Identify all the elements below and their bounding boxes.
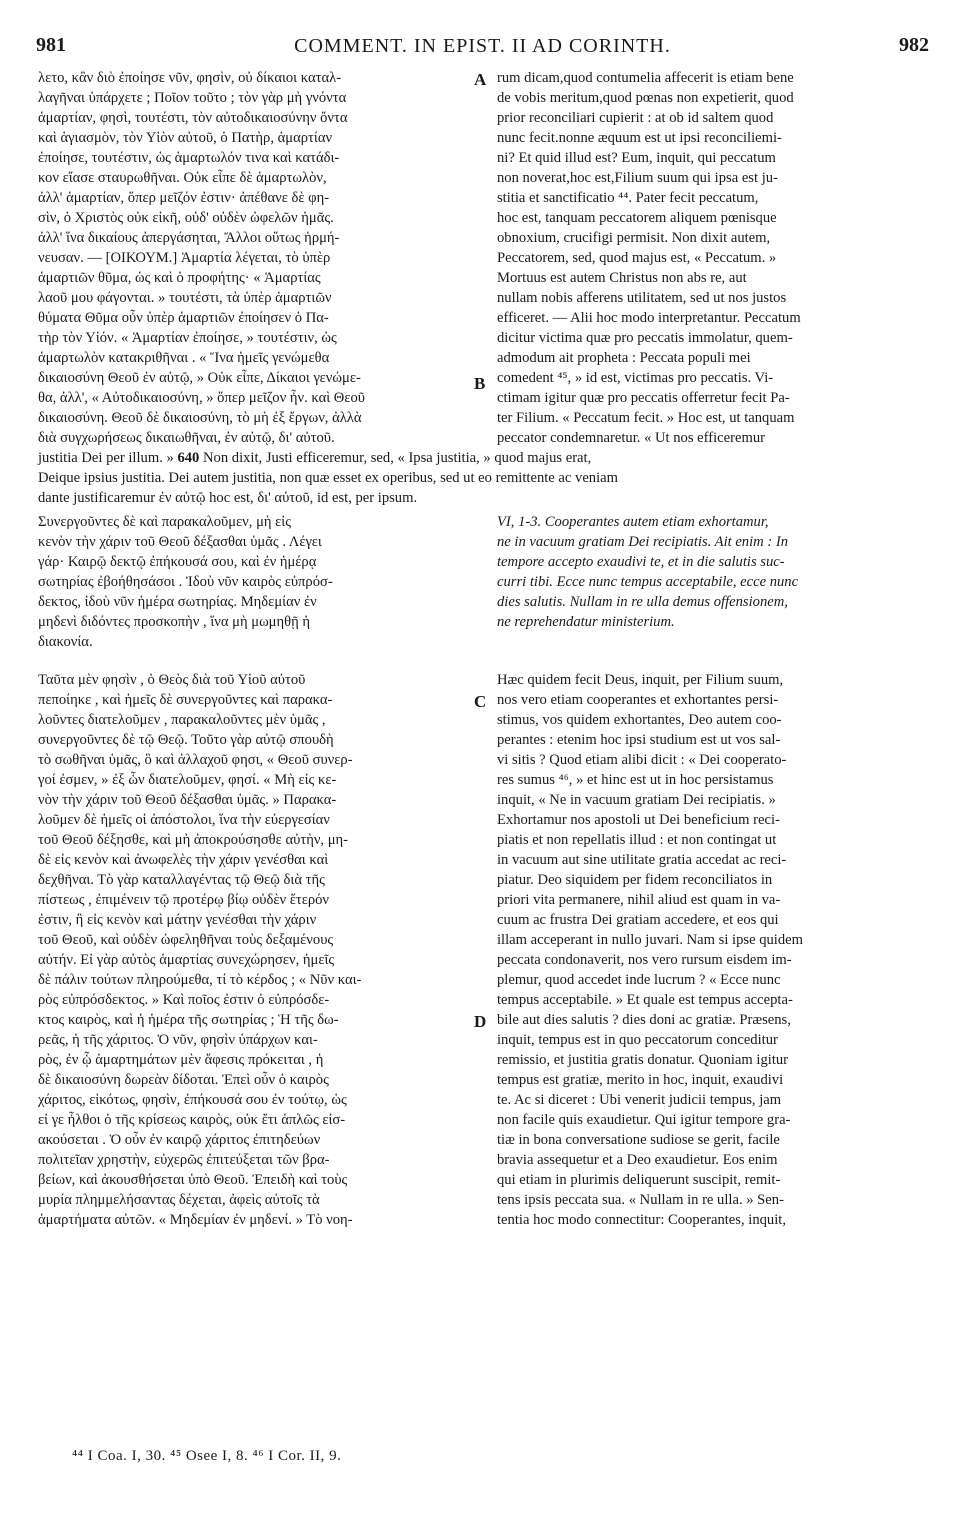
- greek-text-line: δὲ εἰς κενὸν καὶ ἀνωφελὲς τὴν χάριν γενέσθαι καὶ: [38, 852, 329, 868]
- greek-text-line: ἀλλ' ἁμαρτίαν, ὅπερ μεῖζόν ἐστιν· ἀπέθανε δὲ φη-: [38, 190, 330, 206]
- greek-text-line: ρὸς εὐπρόσδεκτος. » Καὶ ποῖος ἐστιν ὁ εὐπρόσδε-: [38, 992, 330, 1008]
- latin-text-line: efficeret. — Alii hoc modo interpretantur. Peccatum: [497, 310, 801, 326]
- greek-text-line: σὶν, ὁ Χριστὸς οὐκ εἰκῆ, οὐδ' οὐδὲν ὠφελῶν ἡμᾶς.: [38, 210, 334, 226]
- greek-text-line: Συνεργοῦντες δὲ καὶ παρακαλοῦμεν, μὴ εἰς: [38, 514, 292, 530]
- latin-text-line: prior reconciliari cupierit : at ob id saltem quod: [497, 110, 774, 126]
- greek-text-line: θα, ἀλλ', « Αὐτοδικαιοσύνη, » ὅπερ μεῖζον ἦν. καὶ Θεοῦ: [38, 390, 365, 406]
- greek-text-line: πίστεως , ἐπιμένειν τῷ προτέρῳ βίῳ οὐδὲν ἕτερόν: [38, 892, 330, 908]
- latin-text-line: Peccatorem, sed, quod majus est, « Peccatum. »: [497, 250, 777, 266]
- latin-text-line: perantes : etenim hoc ipsi studium est ut vos sal-: [497, 732, 781, 748]
- latin-text-line: tens ipsis peccata sua. « Nullam in re ulla. » Sen-: [497, 1192, 784, 1208]
- greek-text-line: λετο, κἂν διὸ ἐποίησε νῦν, φησὶν, οὐ δίκαιοι καταλ-: [38, 70, 342, 86]
- latin-text-line: hoc est, tanquam peccatorem aliquem pœnisque: [497, 210, 777, 226]
- latin-text-line: in vacuum aut sine utilitate gratia accedat ac reci-: [497, 852, 787, 868]
- greek-text-line: μυρία πλημμελήσαντας δέχεται, ἀφεὶς αὐτοῖς τὰ: [38, 1192, 320, 1208]
- greek-text-line: νὸν τὴν χάριν τοῦ Θεοῦ δέξασθαι ὑμᾶς. » Παρακα-: [38, 792, 337, 808]
- greek-text-line: δὲ δικαιοσύνη δωρεὰν δίδοται. Ἐπεὶ οὖν ὁ καιρὸς: [38, 1072, 329, 1088]
- latin-text-line: ne in vacuum gratiam Dei recipiatis. Ait enim : In: [497, 534, 789, 550]
- latin-text-line: nos vero etiam cooperantes et exhortantes persi-: [497, 692, 779, 708]
- latin-column-section1: [497, 68, 929, 448]
- section-marker-a: A: [474, 70, 487, 89]
- column-number: 640: [177, 450, 200, 466]
- latin-text-line: priori vita permanere, nihil aliud est quam in va-: [497, 892, 781, 908]
- latin-text-line: de vobis meritum,quod pœnas non expetierit, quod: [497, 90, 794, 106]
- greek-text-line: ἁμαρτίαν, φησὶ, τουτέστι, τὸν αὐτοδικαιοσύνην ὄντα: [38, 110, 348, 126]
- greek-text-line: ακούσεται . Ὁ οὖν ἐν καιρῷ χάριτος ἐπιτηδεύων: [38, 1132, 321, 1148]
- latin-text-line: admodum ait propheta : Peccata populi mei: [497, 350, 751, 366]
- greek-column-section1: [38, 68, 470, 448]
- latin-text-line: piatis et non repellatis illud : et non contingat ut: [497, 832, 777, 848]
- greek-column-section3: [38, 670, 470, 1230]
- greek-text-line: πολιτεῖαν χρηστὴν, εὐχερῶς ἐπιτεύξεται τῶν βρα-: [38, 1152, 330, 1168]
- greek-text-line: ἁμαρτήματα αὐτῶν. « Μηδεμίαν ἐν μηδενί. » Τὸ νοη-: [38, 1212, 353, 1228]
- full-line-1-start: justitia Dei per illum. »: [38, 450, 174, 466]
- latin-text-line: te. Ac si diceret : Ubi venerit judicii tempus, jam: [497, 1092, 782, 1108]
- greek-column-section2: [38, 512, 470, 652]
- greek-text-line: διὰ συγχωρήσεως δικαιωθῆναι, ἐν αὐτῷ, δι' αὐτοῦ.: [38, 430, 335, 446]
- greek-text-line: ἐποίησε, τουτέστιν, ὡς ἁμαρτωλόν τινα καὶ κατάδι-: [38, 150, 340, 166]
- section-marker-b: B: [474, 374, 486, 393]
- latin-text-line: res sumus ⁴⁶, » et hinc est ut in hoc persistamus: [497, 772, 774, 788]
- latin-text-line: inquit, « Ne in vacuum gratiam Dei recipiatis. »: [497, 792, 776, 808]
- greek-text-line: κτος καιρὸς, καὶ ἡ ἡμέρα τῆς σωτηρίας ; Ἡ τῆς δω-: [38, 1012, 339, 1028]
- greek-text-line: λαοῦ μου φάγονται. » τουτέστι, τὰ ὑπὲρ ἁμαρτιῶν: [38, 290, 332, 306]
- latin-text-line: tiæ in bona conversatione sudiose se gerit, facile: [497, 1132, 780, 1148]
- latin-column-section3: [497, 670, 929, 1230]
- latin-text-line: piatur. Deo siquidem per fidem reconciliatos in: [497, 872, 773, 888]
- latin-text-line: plemur, quod accedet inde lucrum ? « Ecce nunc: [497, 972, 781, 988]
- greek-text-line: χάριτος, εἰκότως, φησὶν, ἐπήκουσά σου ἐν τούτῳ, ὡς: [38, 1092, 347, 1108]
- greek-text-line: γοί ἐσμεν, » ἐξ ὧν διατελοῦμεν, φησί. « Μὴ εἰς κε-: [38, 772, 337, 788]
- greek-text-line: σωτηρίας ἐβοήθησάσοι . Ἰδοὺ νῦν καιρὸς εὐπρόσ-: [38, 574, 333, 590]
- latin-text-line: dies salutis. Nullam in re ulla demus offensionem,: [497, 594, 788, 610]
- greek-text-line: δικαιοσύνη. Θεοῦ δὲ δικαιοσύνη, τὸ μὴ ἐξ ἔργων, ἀλλὰ: [38, 410, 362, 426]
- footnotes: ⁴⁴ I Coa. I, 30. ⁴⁵ Osee I, 8. ⁴⁶ I Cor. II, 9.: [72, 1448, 342, 1464]
- greek-text-line: ρὸς, ἐν ᾧ ἁμαρτημάτων μὲν ἄφεσις πρόκειται , ἡ: [38, 1052, 324, 1068]
- latin-text-line: stimus, vos quidem exhortantes, Deo autem coo-: [497, 712, 782, 728]
- latin-text-line: tentia hoc modo connectitur: Cooperantes, inquit,: [497, 1212, 786, 1228]
- latin-text-line: ni? Et quid illud est? Eum, inquit, qui peccatum: [497, 150, 776, 166]
- full-line-3: dante justificaremur ἐν αὐτῷ hoc est, δι' αὐτοῦ, id est, per ipsum.: [38, 490, 418, 506]
- latin-text-line: obnoxium, crucifigi permisit. Non dixit autem,: [497, 230, 771, 246]
- greek-text-line: ἁμαρτιῶν θῦμα, ὡς καὶ ὁ προφήτης· « Ἁμαρτίας: [38, 270, 321, 286]
- latin-text-line: tempus acceptabile. » Et quale est tempus accepta-: [497, 992, 793, 1008]
- latin-text-line: peccator condemnaretur. « Ut nos efficeremur: [497, 430, 765, 446]
- greek-text-line: τοῦ Θεοῦ δέξησθε, καὶ μὴ ἀποκρούσησθε αὐτὴν, μη-: [38, 832, 349, 848]
- greek-text-line: δεκτος, ἰδοὺ νῦν ἡμέρα σωτηρίας. Μηδεμίαν ἐν: [38, 594, 317, 610]
- full-line-2: Deique ipsius justitia. Dei autem justitia, non quæ esset ex operibus, sed ut eo remittente ac veniam: [38, 470, 618, 486]
- latin-text-line: bile aut dies salutis ? dies doni ac gratiæ. Præsens,: [497, 1012, 791, 1028]
- latin-text-line: ter Filium. « Peccatum fecit. » Hoc est, ut tanquam: [497, 410, 795, 426]
- latin-text-line: ne reprehendatur ministerium.: [497, 614, 675, 630]
- latin-text-line: rum dicam,quod contumelia affecerit is etiam bene: [497, 70, 794, 86]
- greek-text-line: νευσαν. — [ΟΙΚΟΥΜ.] Ἁμαρτία λέγεται, τὸ ὑπὲρ: [38, 250, 331, 266]
- latin-text-line: dicitur victima quæ pro peccatis immolatur, quem-: [497, 330, 793, 346]
- latin-text-line: VI, 1-3. Cooperantes autem etiam exhortamur,: [497, 514, 769, 530]
- greek-text-line: κον εἴασε σταυρωθῆναι. Οὐκ εἶπε δὲ ἁμαρτωλὸν,: [38, 170, 327, 186]
- latin-column-section2: [497, 512, 929, 632]
- latin-text-line: ctimam igitur quæ pro peccatis offerretur fecit Pa-: [497, 390, 790, 406]
- latin-text-line: illam acceperant in nullo juvari. Nam si ipse quidem: [497, 932, 803, 948]
- full-width-text: [38, 448, 930, 508]
- greek-text-line: θύματα Θῦμα οὖν ὑπὲρ ἁμαρτιῶν ἐποίησεν ὁ Πα-: [38, 310, 329, 326]
- greek-text-line: ἐστιν, ἢ εἰς κενὸν καὶ μάτην γενέσθαι τὴν χάριν: [38, 912, 317, 928]
- latin-text-line: cuum ac frustra Dei gratiam accedere, et eos qui: [497, 912, 779, 928]
- greek-text-line: Ταῦτα μὲν φησὶν , ὁ Θεὸς διὰ τοῦ Υἱοῦ αὐτοῦ: [38, 672, 306, 688]
- latin-text-line: Mortuus est autem Christus non abs re, aut: [497, 270, 747, 286]
- greek-text-line: βείων, καὶ ἀκουσθήσεται ὑπὸ Θεοῦ. Ἐπειδὴ καὶ τοὺς: [38, 1172, 348, 1188]
- greek-text-line: πεποίηκε , καὶ ἡμεῖς δὲ συνεργοῦντες καὶ παρακα-: [38, 692, 333, 708]
- greek-text-line: διακονία.: [38, 634, 93, 650]
- running-header: [36, 34, 929, 60]
- greek-text-line: αὐτήν. Εἰ γὰρ αὐτὸς ἁμαρτίας συνεχώρησεν, ἡμεῖς: [38, 952, 335, 968]
- latin-text-line: bravia assequetur et a Deo exaudietur. Eos enim: [497, 1152, 778, 1168]
- page-number-right: 982: [899, 34, 929, 56]
- latin-text-line: tempus est gratiæ, merito in hoc, inquit, exaudivi: [497, 1072, 784, 1088]
- greek-text-line: γάρ· Καιρῷ δεκτῷ ἐπήκουσά σου, καὶ ἐν ἡμέρᾳ: [38, 554, 317, 570]
- greek-text-line: ρεᾶς, ἡ τῆς χάριτος. Ὁ νῦν, φησὶν ὑπάρχων και-: [38, 1032, 318, 1048]
- greek-text-line: συνεργοῦντες δὲ τῷ Θεῷ. Τοῦτο γὰρ αὐτῷ σπουδὴ: [38, 732, 334, 748]
- section-marker-d: D: [474, 1012, 487, 1031]
- latin-text-line: non facile quis exaudietur. Qui igitur tempore gra-: [497, 1112, 791, 1128]
- full-line-1-end: Non dixit, Justi efficeremur, sed, « Ipsa justitia, » quod majus erat,: [203, 450, 592, 466]
- greek-text-line: εἰ γε ἦλθοι ὁ τῆς κρίσεως καιρὸς, οὐκ ἔτι ἁπλῶς εἰσ-: [38, 1112, 346, 1128]
- latin-text-line: comedent ⁴⁵, » id est, victimas pro peccatis. Vi-: [497, 370, 774, 386]
- latin-text-line: non noverat,hoc est,Filium suum qui ipsa est ju-: [497, 170, 778, 186]
- greek-text-line: κενὸν τὴν χάριν τοῦ Θεοῦ δέξασθαι ὑμᾶς . Λέγει: [38, 534, 322, 550]
- greek-text-line: τοῦ Θεοῦ, καὶ οὐδὲν ὠφεληθῆναι τοὺς δεξαμένους: [38, 932, 334, 948]
- page-number-left: 981: [36, 34, 66, 56]
- greek-text-line: καὶ ἁγιασμὸν, τὸν Υἱὸν αὐτοῦ, ὁ Πατὴρ, ἁμαρτίαν: [38, 130, 333, 146]
- latin-text-line: Hæc quidem fecit Deus, inquit, per Filium suum,: [497, 672, 784, 688]
- greek-text-line: λοῦμεν δὲ ἡμεῖς οἱ ἀπόστολοι, ἵνα τὴν εὐεργεσίαν: [38, 812, 330, 828]
- latin-text-line: nunc fecit.nonne æquum est ut ipsi reconciliemi-: [497, 130, 782, 146]
- running-title: COMMENT. IN EPIST. II AD CORINTH.: [294, 35, 671, 57]
- full-line-1: [38, 448, 930, 468]
- greek-text-line: λοῦντες διατελοῦμεν , παρακαλοῦντες μὲν ὑμᾶς ,: [38, 712, 326, 728]
- greek-text-line: δὲ πάλιν τούτων πληρούμεθα, τί τὸ κέρδος ; « Νῦν και-: [38, 972, 362, 988]
- greek-text-line: μηδενὶ διδόντες προσκοπὴν , ἵνα μὴ μωμηθῇ ἡ: [38, 614, 311, 630]
- latin-text-line: vi sitis ? Quod etiam alibi dicit : « Dei cooperato-: [497, 752, 787, 768]
- latin-text-line: qui etiam in plurimis deliquerunt suscipit, remit-: [497, 1172, 781, 1188]
- greek-text-line: τὸ σωθῆναι ὑμᾶς, ὃ καὶ ἀλλαχοῦ φησι, « Θεοῦ συνερ-: [38, 752, 353, 768]
- latin-text-line: stitia et sanctificatio ⁴⁴. Pater fecit peccatum,: [497, 190, 759, 206]
- greek-text-line: τὴρ τὸν Υἱόν. « Ἁμαρτίαν ἐποίησε, » τουτέστιν, ὡς: [38, 330, 337, 346]
- latin-text-line: tempore accepto exaudivi te, et in die salutis suc-: [497, 554, 785, 570]
- section-marker-c: C: [474, 692, 487, 711]
- latin-text-line: peccata condonaverit, nos vero rursum eisdem im-: [497, 952, 792, 968]
- greek-text-line: ἁμαρτωλὸν κατακριθῆναι . « Ἵνα ἡμεῖς γενώμεθα: [38, 350, 330, 366]
- latin-text-line: remissio, et justitia gratis donatur. Quoniam igitur: [497, 1052, 789, 1068]
- latin-text-line: Exhortamur nos apostoli ut Dei beneficium reci-: [497, 812, 780, 828]
- latin-text-line: curri tibi. Ecce nunc tempus acceptabile, ecce nunc: [497, 574, 799, 590]
- latin-text-line: nullam nobis afferens utilitatem, sed ut nos justos: [497, 290, 787, 306]
- greek-text-line: ἀλλ' ἵνα δικαίους ἀπεργάσηται, Ἄλλοι οὕτως ἡρμή-: [38, 230, 340, 246]
- latin-text-line: inquit, tempus est in quo peccatorum conceditur: [497, 1032, 778, 1048]
- greek-text-line: δικαιοσύνη Θεοῦ ἐν αὐτῷ, » Οὐκ εἶπε, Δίκαιοι γενώμε-: [38, 370, 361, 386]
- greek-text-line: λαγῆναι ὑπάρχετε ; Ποῖον τοῦτο ; τὸν γὰρ μὴ γνόντα: [38, 90, 347, 106]
- greek-text-line: δεχθῆναι. Τὸ γὰρ καταλλαγέντας τῷ Θεῷ διὰ τῆς: [38, 872, 325, 888]
